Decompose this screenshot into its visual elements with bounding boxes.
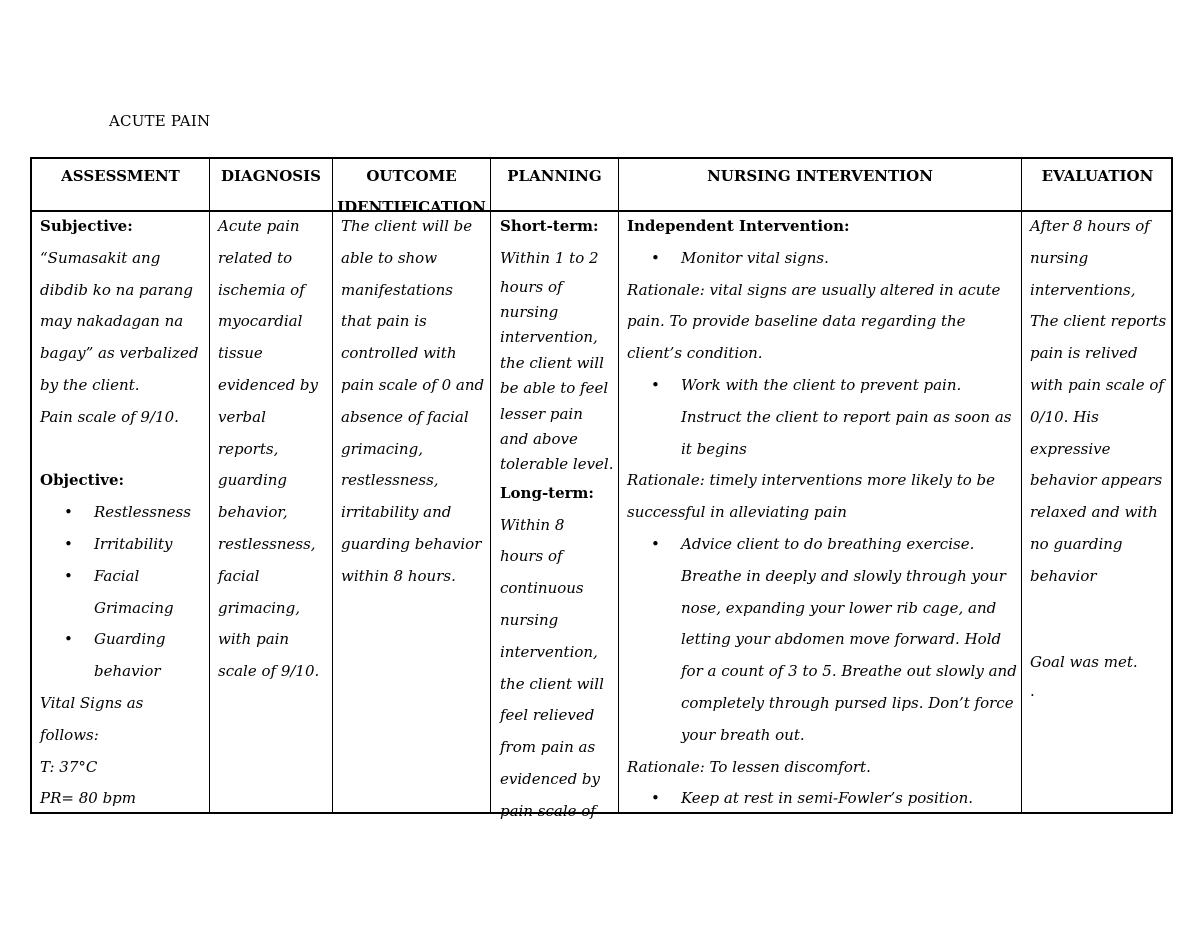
rationale: Rationale: vital signs are usually altered in acute pain. To provide baseline data regarding the client’s condition.	[627, 280, 1001, 363]
column-divider	[618, 159, 619, 812]
header-evaluation: EVALUATION	[1041, 167, 1154, 185]
outcome-cell	[341, 211, 489, 593]
intervention-item: • Monitor vital signs.	[627, 243, 1019, 275]
diagnosis-cell	[218, 211, 330, 688]
evaluation-line: pain is relived	[1030, 344, 1138, 363]
diagnosis-line: scale of 9/10.	[218, 662, 320, 681]
vital-signs-line: follows:	[40, 725, 99, 744]
diagnosis-line: guarding	[218, 471, 288, 490]
evaluation-line: 0/10. His	[1030, 407, 1099, 426]
diagnosis-line: reports,	[218, 439, 279, 458]
objective-item: • Restlessness	[40, 497, 206, 529]
outcome-line: guarding behavior	[341, 534, 482, 553]
header-outcome-identification: OUTCOME IDENTIFICATION	[337, 167, 486, 216]
rationale: Rationale: To lessen discomfort.	[627, 757, 871, 776]
outcome-line: manifestations	[341, 280, 453, 299]
evaluation-line: nursing	[1030, 248, 1089, 267]
outcome-line: able to show	[341, 248, 438, 267]
assessment-line: “Sumasakit ang	[40, 248, 161, 267]
independent-intervention-label: Independent Intervention:	[627, 217, 850, 235]
header-nursing-intervention: NURSING INTERVENTION	[707, 167, 933, 185]
evaluation-line: The client reports	[1030, 312, 1167, 331]
document-title: ACUTE PAIN	[109, 112, 211, 130]
intervention-list	[627, 783, 1019, 815]
planning-line: Within 1 to 2	[500, 248, 599, 267]
column-divider	[490, 159, 491, 812]
outcome-line: irritability and	[341, 503, 452, 522]
diagnosis-line: behavior,	[218, 503, 288, 522]
assessment-line: by the client.	[40, 375, 140, 394]
outcome-line: pain scale of 0 and	[341, 375, 485, 394]
objective-item: • Guarding behavior	[40, 624, 206, 688]
short-term-goal: hours of nursing intervention, the client will be able to feel lesser pain and above tolerable level.	[500, 277, 614, 474]
assessment-cell	[40, 211, 206, 815]
long-term-goal: Within 8 hours of continuous nursing intervention, the client will feel relieved from pain as evidenced by pain scale of	[500, 515, 604, 820]
intervention-list	[627, 243, 1019, 275]
evaluation-line: with pain scale of	[1030, 375, 1164, 394]
header-assessment: ASSESSMENT	[61, 167, 180, 185]
diagnosis-line: ischemia of	[218, 280, 305, 299]
diagnosis-line: Acute pain	[218, 217, 300, 235]
subjective-label: Subjective:	[40, 217, 133, 235]
rationale: Rationale: timely interventions more likely to be successful in alleviating pain	[627, 471, 996, 522]
evaluation-line: behavior	[1030, 566, 1097, 585]
intervention-item: • Keep at rest in semi-Fowler’s position.	[627, 783, 1019, 815]
diagnosis-line: with pain	[218, 630, 290, 649]
objective-item: • Facial Grimacing	[40, 561, 206, 625]
intervention-item: • Advice client to do breathing exercise. Breathe in deeply and slowly through your nose, expanding your lower rib cage, and letting your abdomen move forward. Hold for a count of 3 to 5. Breathe out slowly and completely through pursed lips. Don’t force your breath out.	[627, 529, 1019, 752]
column-divider	[332, 159, 333, 812]
evaluation-line: After 8 hours of	[1030, 217, 1150, 235]
vital-signs-line: Vital Signs as	[40, 693, 144, 712]
intervention-cell	[627, 211, 1019, 815]
diagnosis-line: restlessness,	[218, 534, 316, 553]
evaluation-mark: .	[1030, 682, 1035, 701]
diagnosis-line: myocardial	[218, 312, 303, 331]
header-planning: PLANNING	[507, 167, 602, 185]
column-divider	[209, 159, 210, 812]
vital-signs-line: T: 37°C	[40, 757, 98, 776]
goal-status: Goal was met.	[1030, 652, 1138, 671]
diagnosis-line: tissue	[218, 344, 263, 363]
outcome-line: that pain is	[341, 312, 427, 331]
objective-item: • Irritability	[40, 529, 206, 561]
outcome-line: The client will be	[341, 217, 473, 235]
assessment-line: bagay” as verbalized	[40, 344, 199, 363]
intervention-item: • Work with the client to prevent pain. Instruct the client to report pain as soon as it begins	[627, 370, 1019, 465]
evaluation-line: relaxed and with	[1030, 503, 1158, 522]
outcome-line: controlled with	[341, 344, 457, 363]
assessment-line: dibdib ko na parang	[40, 280, 193, 299]
nursing-care-plan-table	[30, 157, 1173, 820]
evaluation-line: interventions,	[1030, 280, 1136, 299]
short-term-label: Short-term:	[500, 217, 599, 235]
vital-signs-line: PR= 80 bpm	[40, 789, 137, 808]
intervention-list	[627, 529, 1019, 752]
header-diagnosis: DIAGNOSIS	[221, 167, 321, 185]
evaluation-line: no guarding	[1030, 534, 1123, 553]
diagnosis-line: evidenced by	[218, 375, 319, 394]
outcome-line: within 8 hours.	[341, 566, 456, 585]
outcome-line: grimacing,	[341, 439, 423, 458]
assessment-line: Pain scale of 9/10.	[40, 407, 179, 426]
evaluation-line: behavior appears	[1030, 471, 1163, 490]
diagnosis-line: verbal	[218, 407, 266, 426]
evaluation-cell	[1030, 211, 1172, 704]
column-divider	[1021, 159, 1022, 812]
diagnosis-line: grimacing,	[218, 598, 300, 617]
outcome-line: absence of facial	[341, 407, 469, 426]
diagnosis-line: related to	[218, 248, 293, 267]
planning-cell	[500, 211, 618, 828]
intervention-list	[627, 370, 1019, 465]
objective-list	[40, 497, 206, 688]
evaluation-line: expressive	[1030, 439, 1111, 458]
assessment-line: may nakadagan na	[40, 312, 184, 331]
outcome-line: restlessness,	[341, 471, 439, 490]
long-term-label: Long-term:	[500, 483, 594, 502]
objective-label: Objective:	[40, 471, 125, 490]
diagnosis-line: facial	[218, 566, 260, 585]
